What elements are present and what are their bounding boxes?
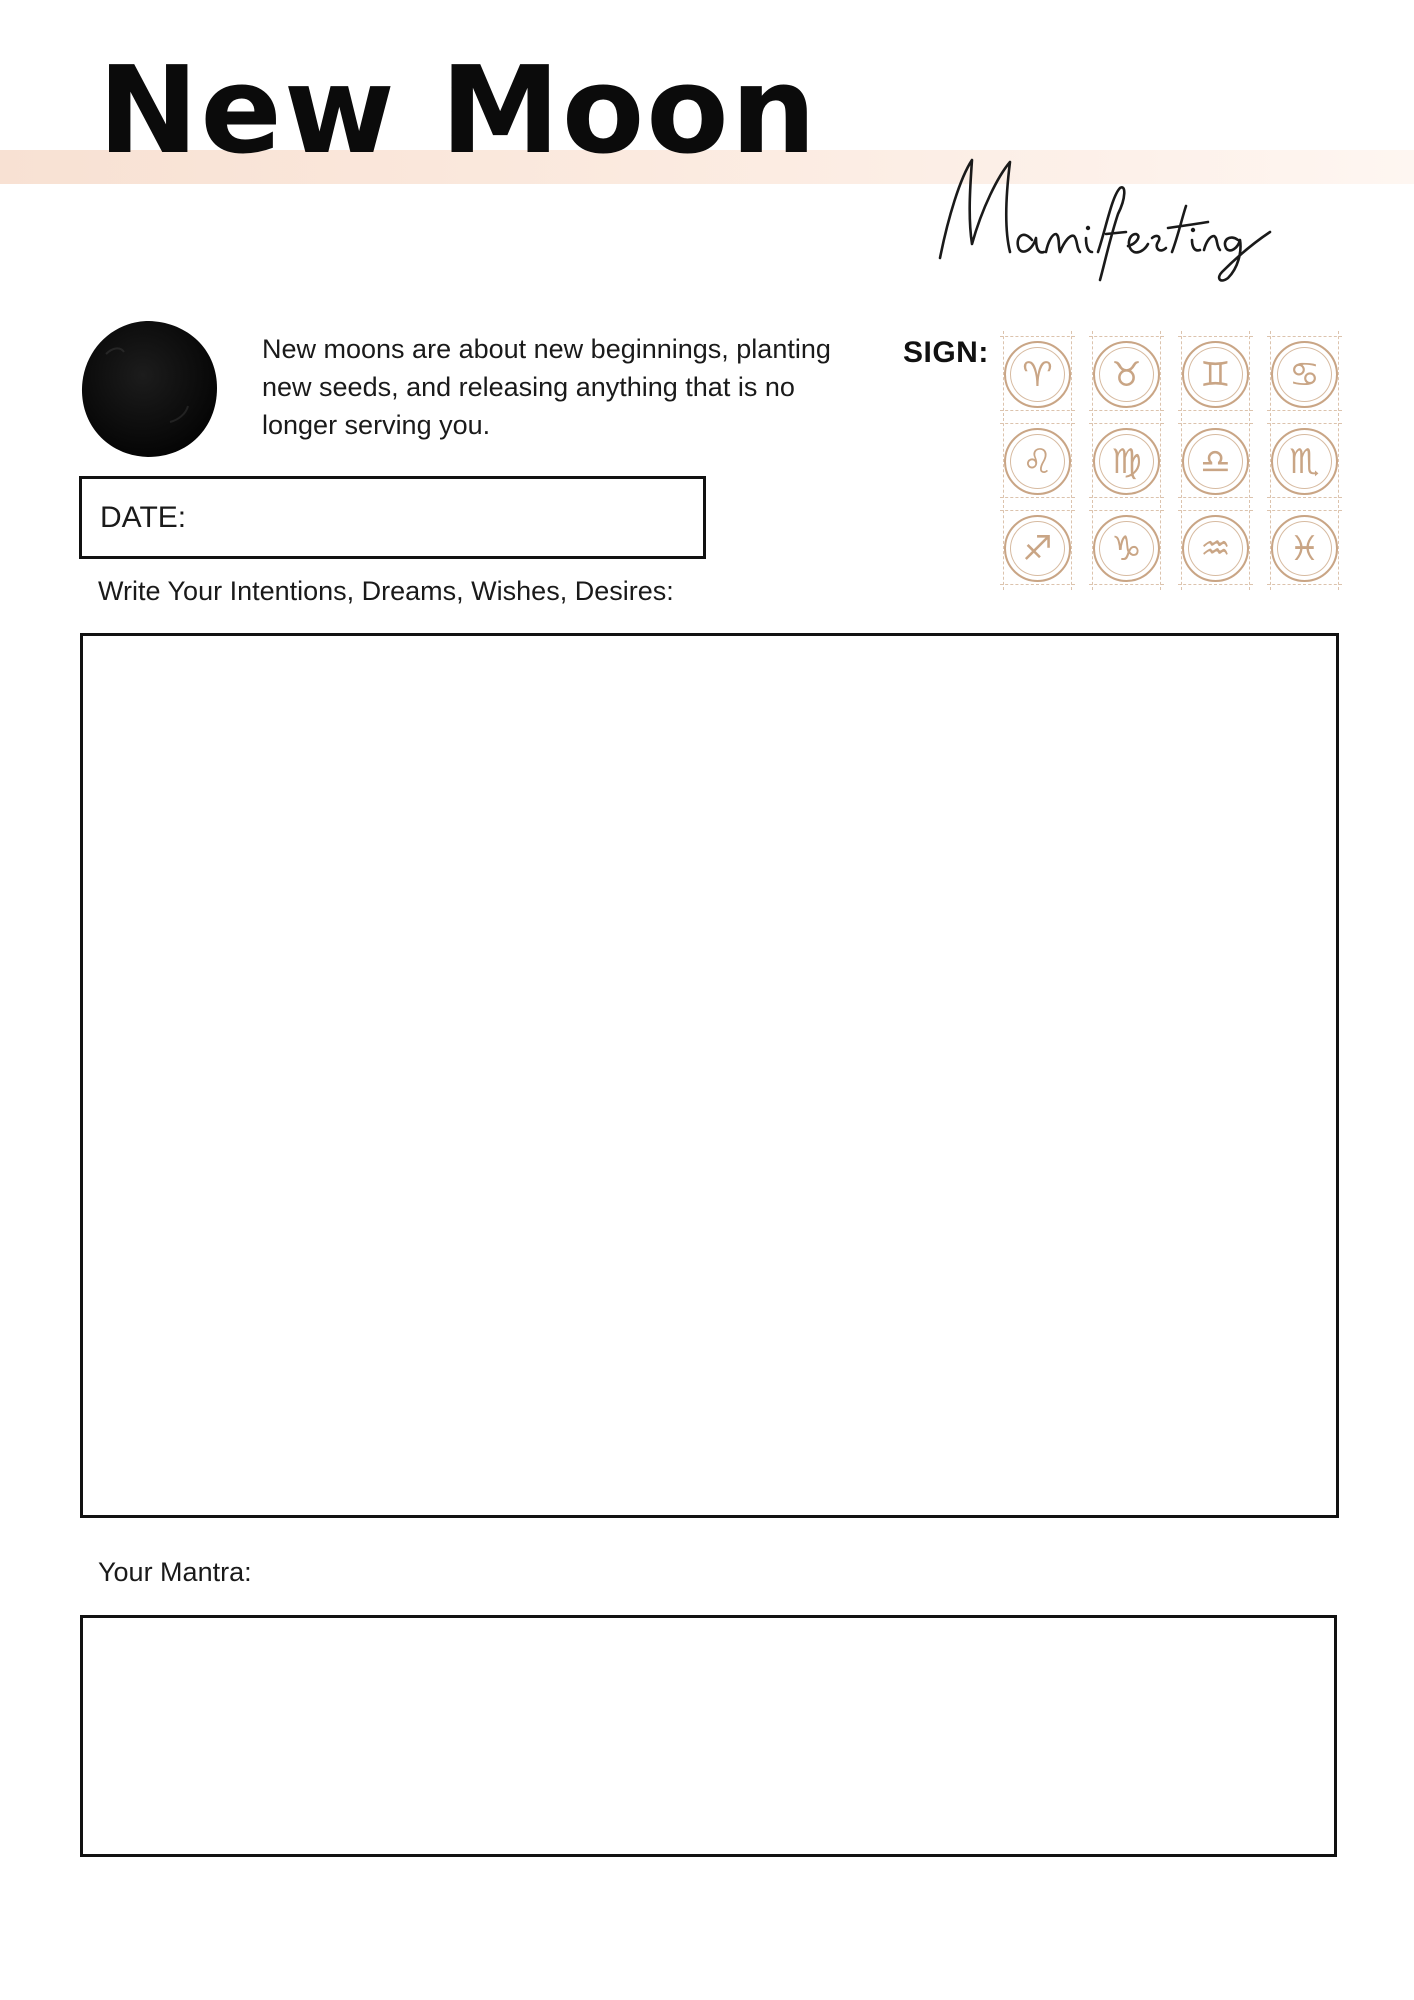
zodiac-ring bbox=[1093, 341, 1160, 408]
zodiac-ring bbox=[1093, 428, 1160, 495]
mantra-label: Your Mantra: bbox=[98, 1557, 252, 1587]
pisces-icon: ♓ bbox=[1289, 528, 1320, 569]
zodiac-sign-grid bbox=[1000, 336, 1343, 592]
zodiac-ring bbox=[1004, 341, 1071, 408]
zodiac-ring bbox=[1271, 341, 1338, 408]
aquarius-icon: ♒ bbox=[1200, 528, 1231, 569]
zodiac-virgo[interactable] bbox=[1089, 423, 1164, 498]
zodiac-taurus[interactable] bbox=[1089, 336, 1164, 411]
manifesting-script-heading bbox=[920, 148, 1320, 288]
zodiac-ring bbox=[1093, 515, 1160, 582]
sign-label: SIGN: bbox=[903, 336, 989, 369]
leo-icon: ♌ bbox=[1022, 441, 1053, 482]
mantra-writing-area[interactable] bbox=[80, 1615, 1337, 1857]
aries-icon: ♈ bbox=[1022, 354, 1053, 395]
zodiac-ring bbox=[1004, 428, 1071, 495]
page-title: New Moon bbox=[98, 42, 819, 181]
zodiac-sagittarius[interactable] bbox=[1000, 510, 1075, 585]
intro-text: New moons are about new beginnings, planting new seeds, and releasing anything that is no longer serving you. bbox=[262, 334, 831, 440]
capricorn-icon: ♑ bbox=[1111, 528, 1142, 569]
intentions-label: Write Your Intentions, Dreams, Wishes, Desires: bbox=[98, 576, 674, 606]
zodiac-capricorn[interactable] bbox=[1089, 510, 1164, 585]
zodiac-ring bbox=[1271, 515, 1338, 582]
zodiac-gemini[interactable] bbox=[1178, 336, 1253, 411]
zodiac-aquarius[interactable] bbox=[1178, 510, 1253, 585]
scorpio-icon: ♏ bbox=[1289, 441, 1320, 482]
gemini-icon: ♊ bbox=[1200, 354, 1231, 395]
zodiac-leo[interactable] bbox=[1000, 423, 1075, 498]
zodiac-ring bbox=[1182, 428, 1249, 495]
zodiac-aries[interactable] bbox=[1000, 336, 1075, 411]
libra-icon: ♎ bbox=[1200, 441, 1231, 482]
sagittarius-icon: ♐ bbox=[1022, 528, 1053, 569]
zodiac-ring bbox=[1004, 515, 1071, 582]
new-moon-icon bbox=[78, 318, 220, 460]
zodiac-cancer[interactable] bbox=[1267, 336, 1342, 411]
zodiac-ring bbox=[1182, 341, 1249, 408]
zodiac-ring bbox=[1182, 515, 1249, 582]
intentions-writing-area[interactable] bbox=[80, 633, 1339, 1518]
cancer-icon: ♋ bbox=[1289, 354, 1320, 395]
zodiac-pisces[interactable] bbox=[1267, 510, 1342, 585]
zodiac-ring bbox=[1271, 428, 1338, 495]
date-label: DATE: bbox=[100, 501, 187, 534]
zodiac-scorpio[interactable] bbox=[1267, 423, 1342, 498]
zodiac-libra[interactable] bbox=[1178, 423, 1253, 498]
virgo-icon: ♍ bbox=[1111, 441, 1142, 482]
date-field[interactable] bbox=[79, 476, 706, 559]
taurus-icon: ♉ bbox=[1111, 354, 1142, 395]
